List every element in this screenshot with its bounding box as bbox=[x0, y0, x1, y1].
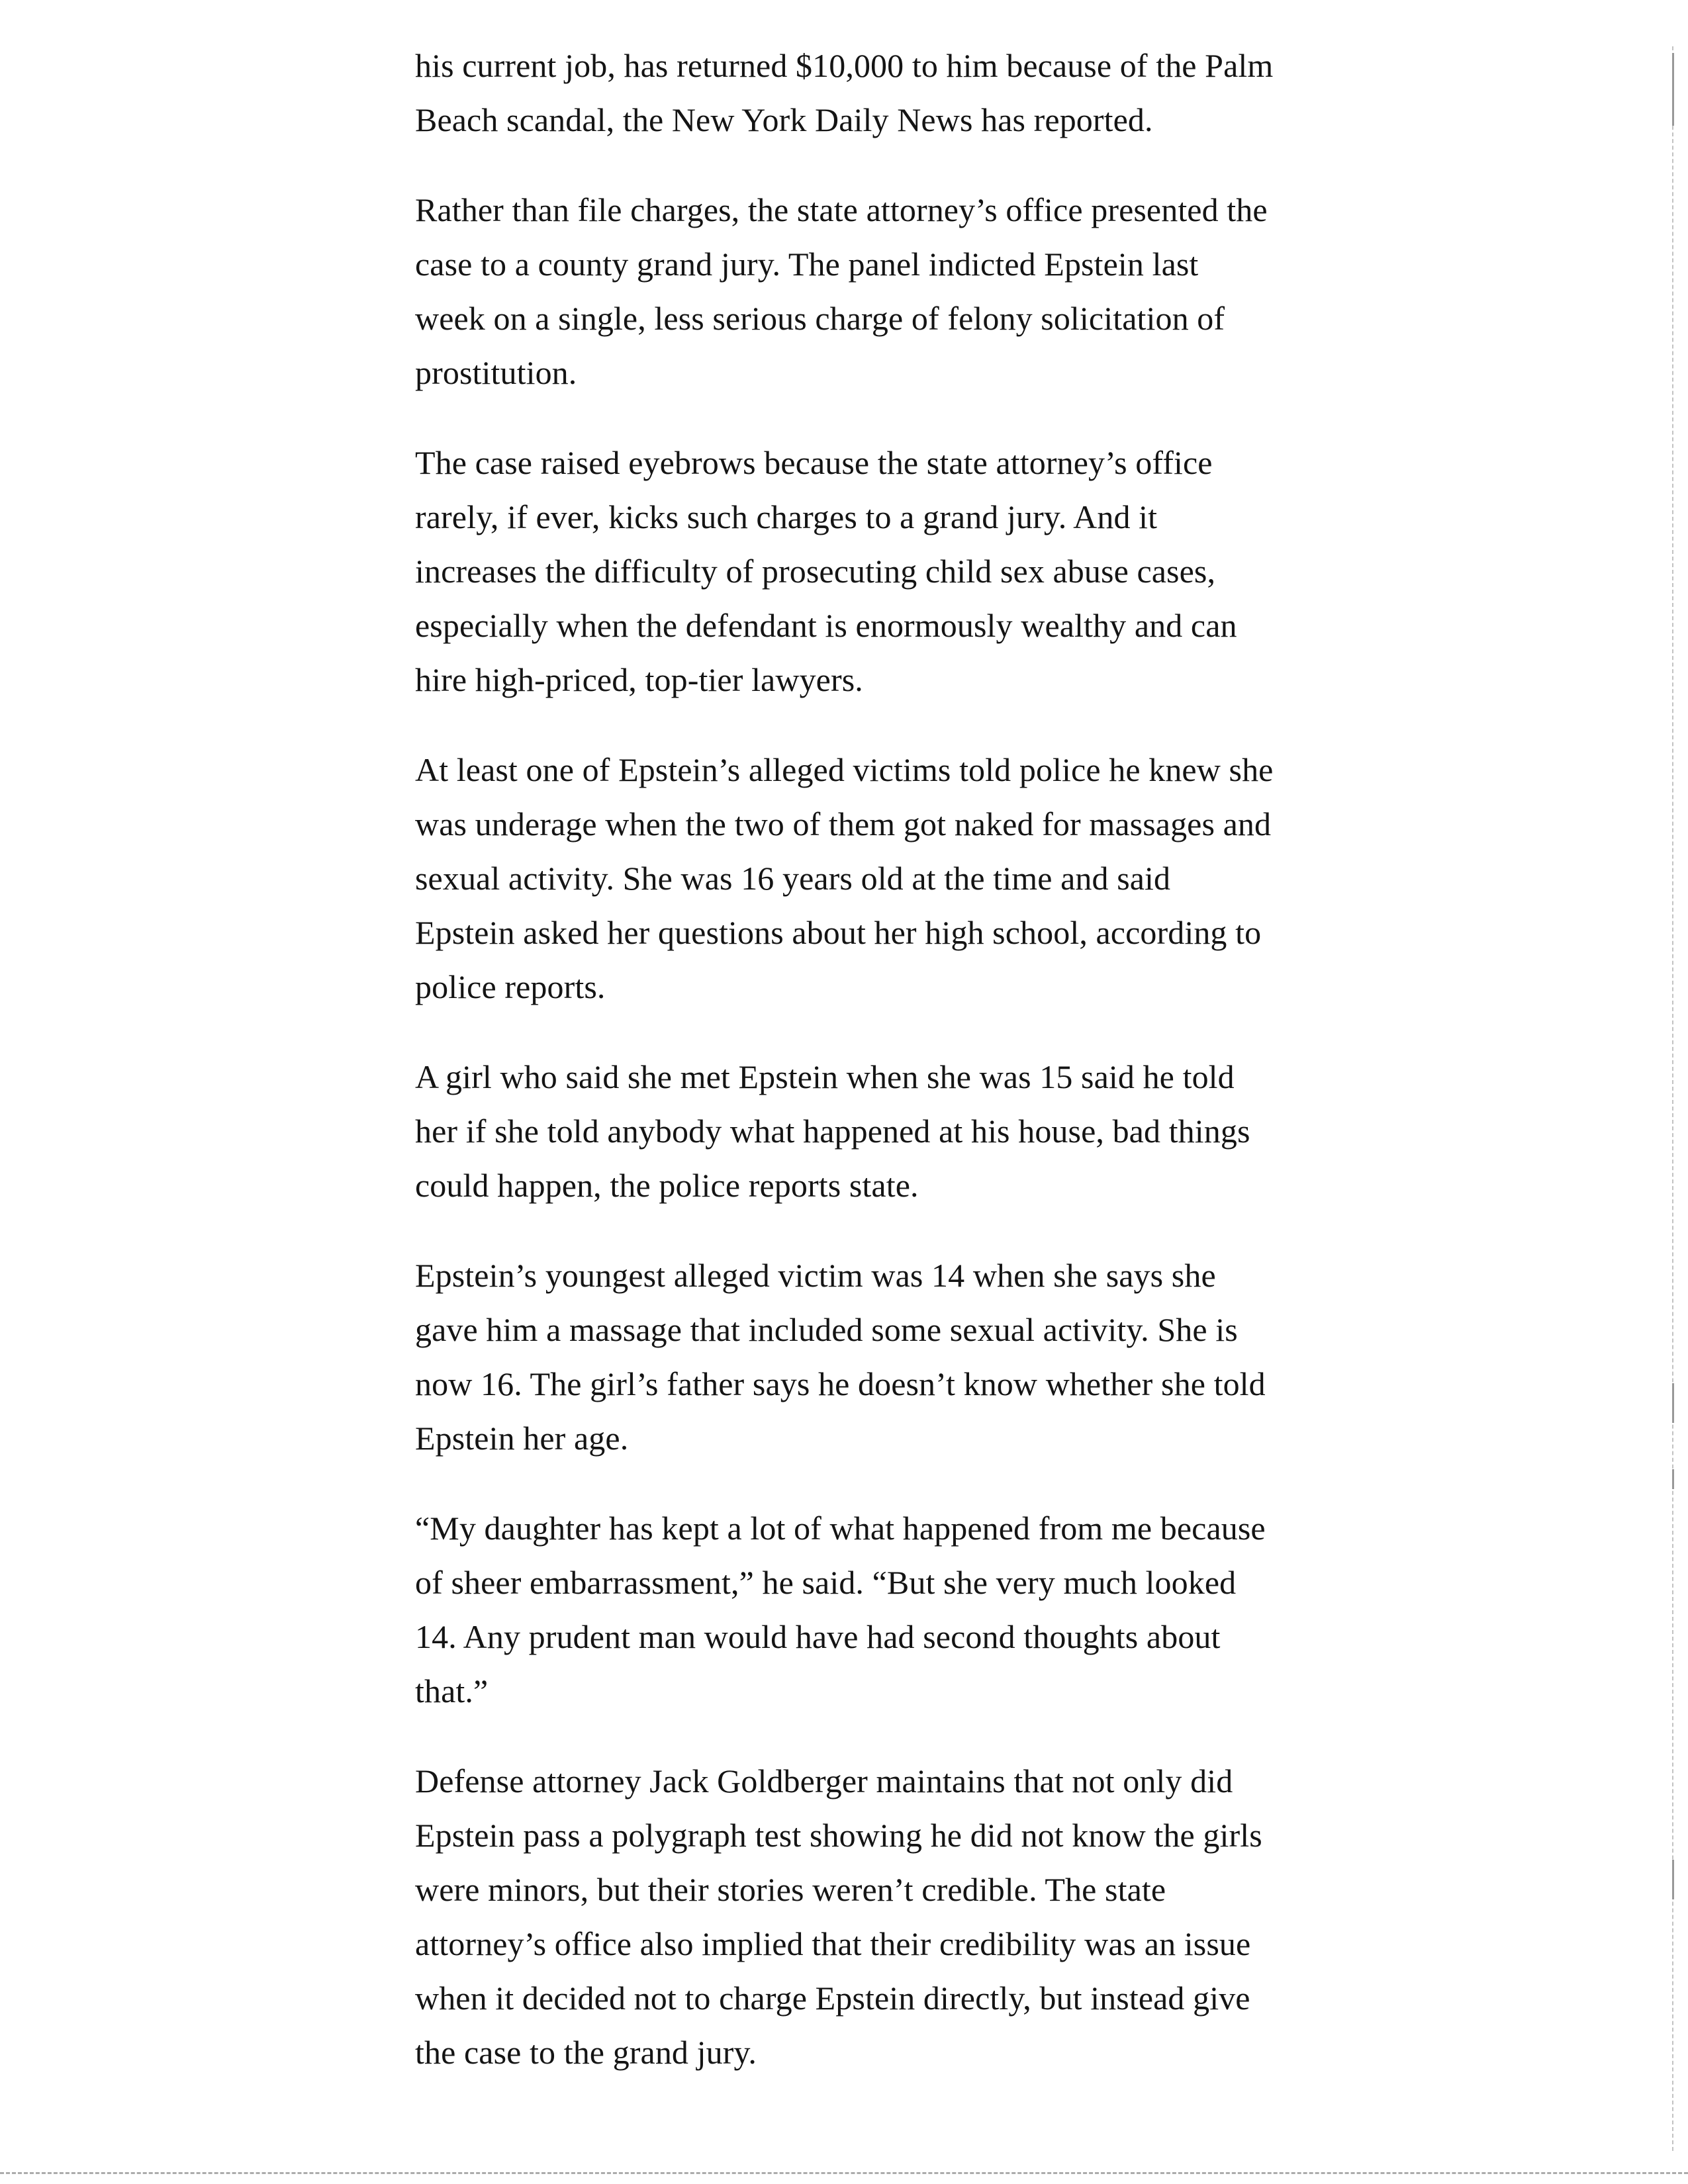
paragraph-3: The case raised eyebrows because the state attorney’s office rarely, if ever, kicks such charges to a grand jury. And it increases the difficulty of prosecuting child sex abuse cases, especially when the defendant is enormously wealthy and can hire high-priced, top-tier lawyers. bbox=[415, 444, 1237, 698]
scan-edge-bottom bbox=[0, 2172, 1688, 2174]
paragraph-4: At least one of Epstein’s alleged victims told police he knew she was underage when the two of them got naked for massages and sexual activity. She was 16 years old at the time and said Epstein asked her questions about her high school, according to police reports. bbox=[415, 751, 1274, 1005]
scan-edge-mark bbox=[1672, 1860, 1674, 1899]
paragraph-7: “My daughter has kept a lot of what happened from me because of sheer embarrassment,” he said. “But she very much looked 14. Any prudent man would have had second thoughts about that.” bbox=[415, 1510, 1266, 1709]
paragraph-5: A girl who said she met Epstein when she was 15 said he told her if she told anybody what happened at his house, bad things could happen, the police reports state. bbox=[415, 1058, 1250, 1204]
paragraph-1: his current job, has returned $10,000 to him because of the Palm Beach scandal, the New York Daily News has reported. bbox=[415, 47, 1274, 138]
scan-edge-mark bbox=[1672, 1383, 1674, 1423]
paragraph-6: Epstein’s youngest alleged victim was 14 when she says she gave him a massage that included some sexual activity. She is now 16. The girl’s father says he doesn’t know whether she told Epstein her age. bbox=[415, 1257, 1266, 1457]
scan-edge-mark bbox=[1672, 1469, 1674, 1489]
scan-edge-mark bbox=[1672, 53, 1674, 126]
paragraph-8: Defense attorney Jack Goldberger maintains that not only did Epstein pass a polygraph test showing he did not know the girls were minors, but their stories weren’t credible. The state attorney’s office also implied that their credibility was an issue when it decided not to charge Epstein directly, but instead give the case to the grand jury. bbox=[415, 1762, 1262, 2071]
paragraph-2: Rather than file charges, the state attorney’s office presented the case to a county grand jury. The panel indicted Epstein last week on a single, less serious charge of felony solicitation of prostitution. bbox=[415, 191, 1268, 391]
scan-edge-right bbox=[1672, 46, 1673, 2151]
article-body bbox=[415, 38, 1276, 2115]
